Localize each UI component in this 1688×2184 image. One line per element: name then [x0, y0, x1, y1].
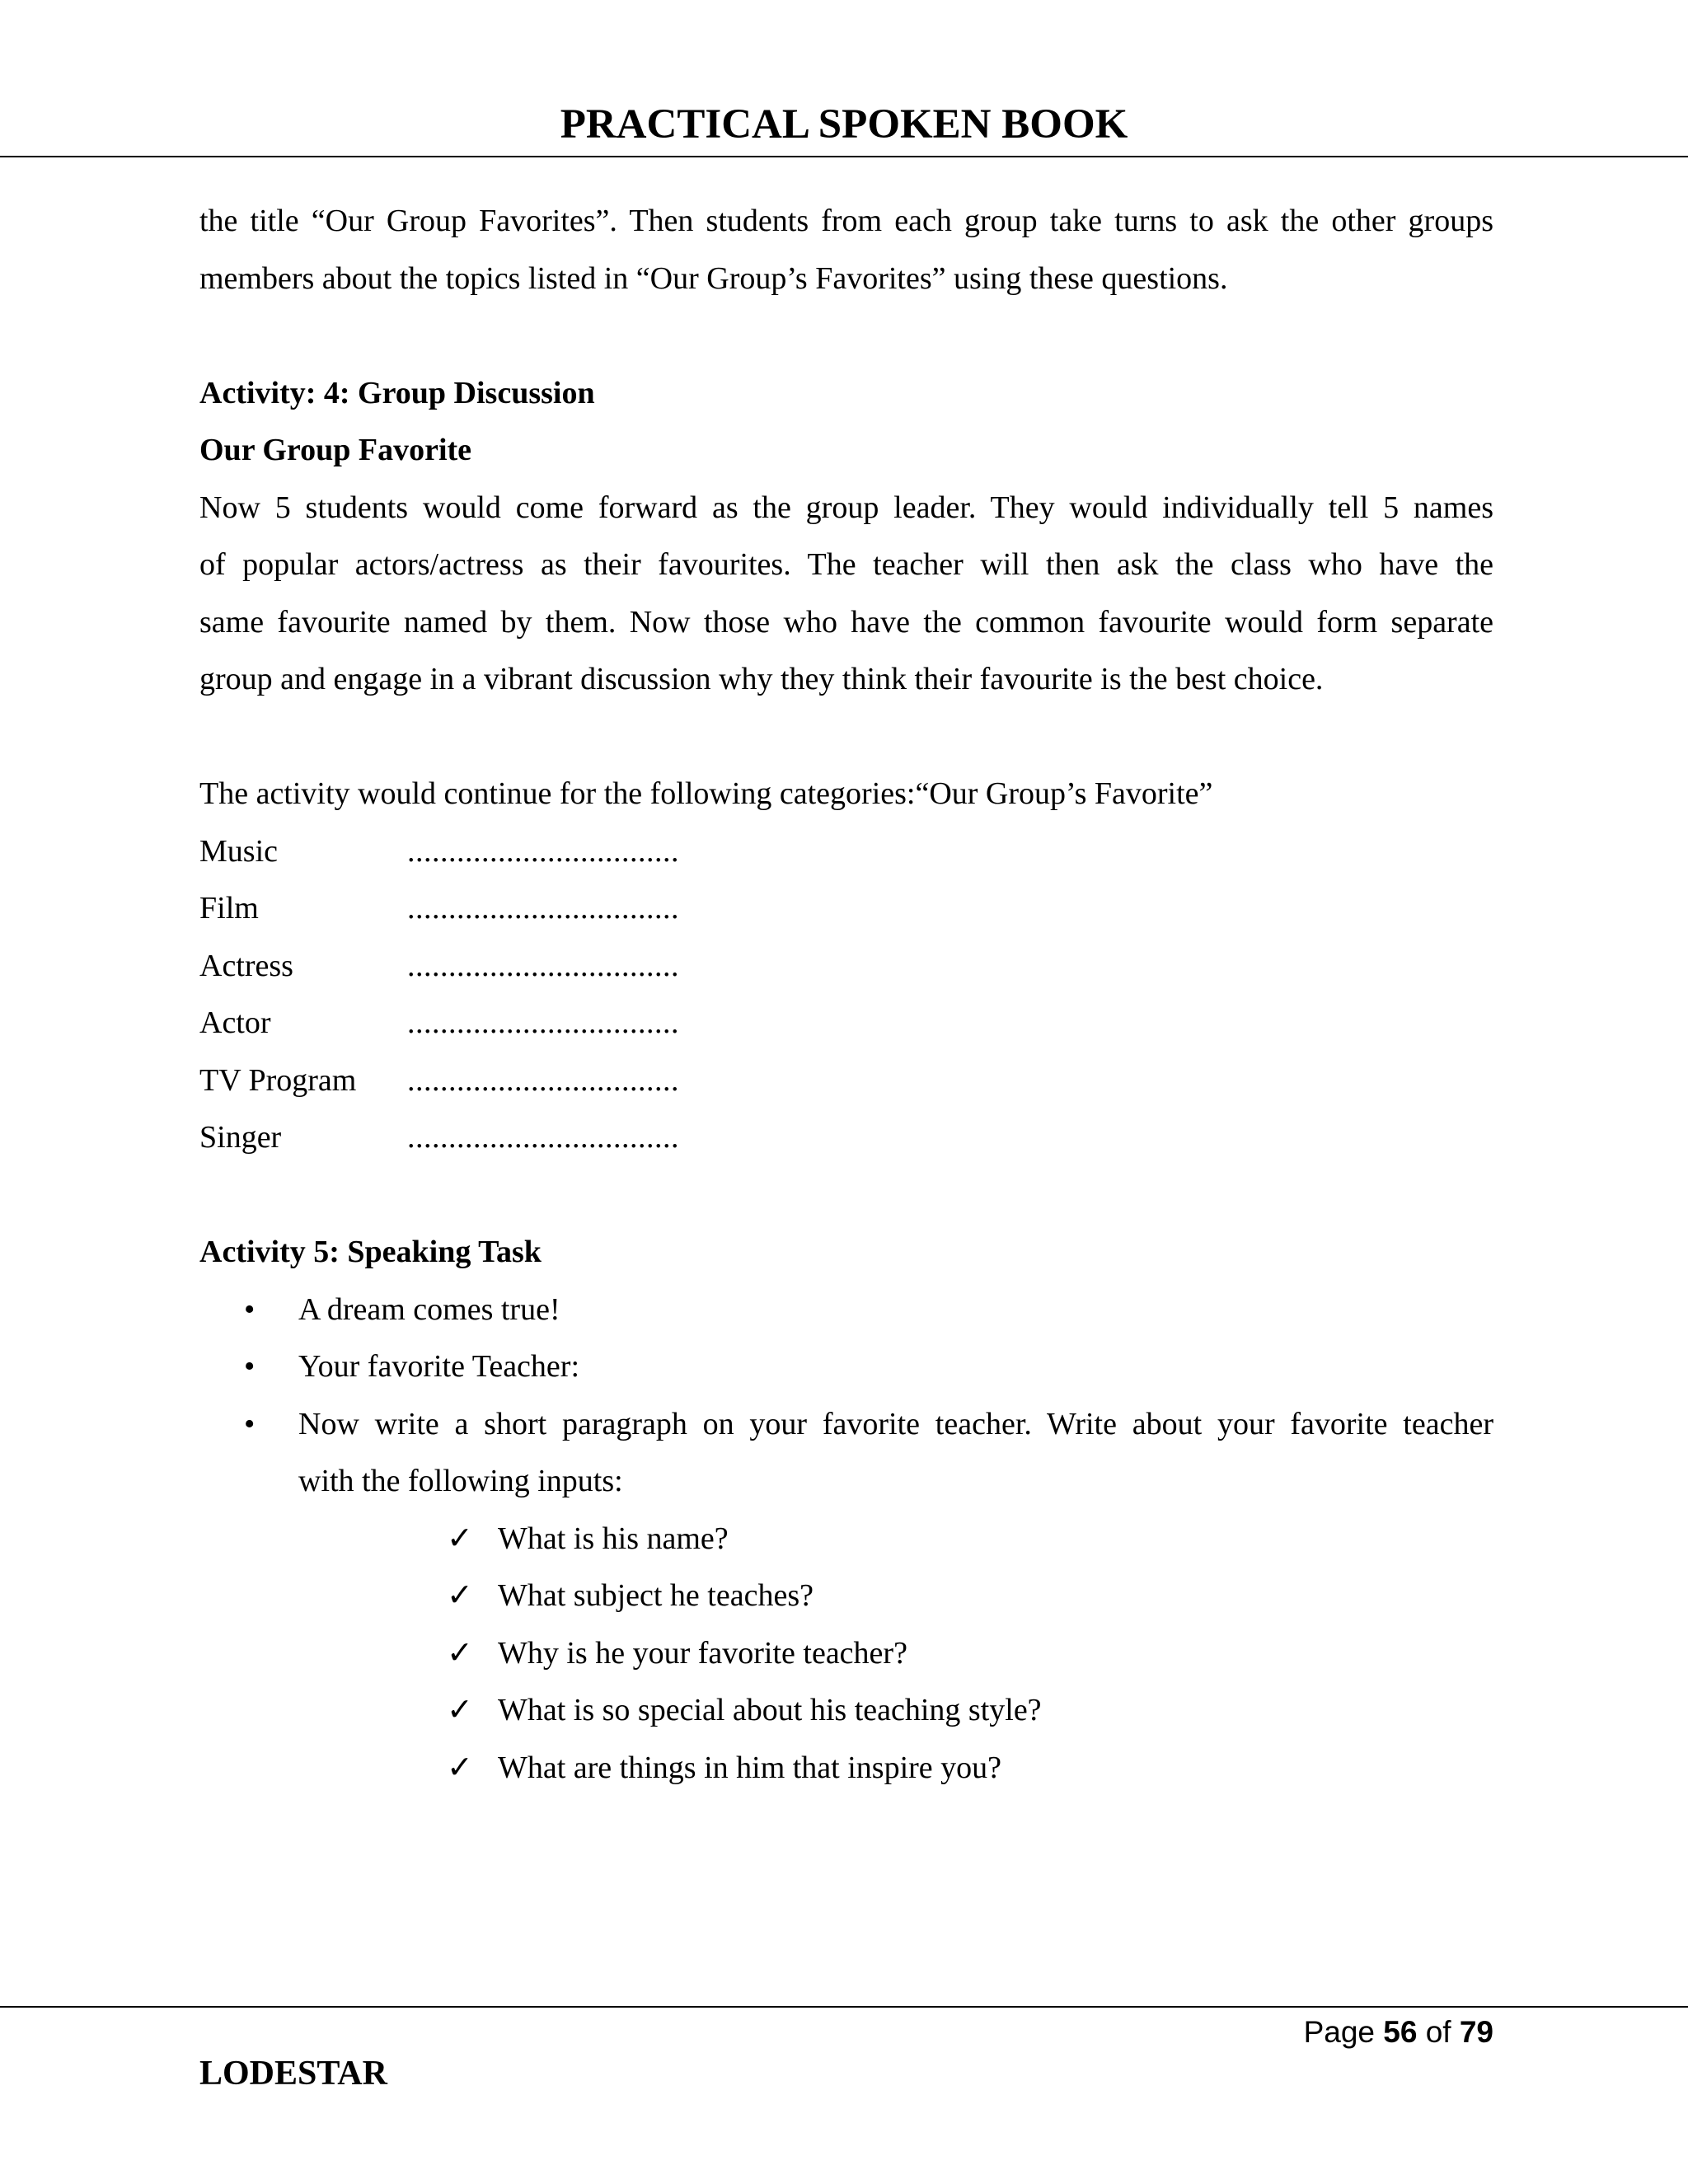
page-prefix: Page [1303, 2015, 1375, 2049]
checklist-item-text: What are things in him that inspire you? [498, 1750, 1002, 1785]
category-blank: ................................. [407, 891, 679, 926]
speaking-task-list [199, 1282, 1493, 1511]
checkmark-icon: ✓ [447, 1750, 473, 1785]
checklist-item [199, 1511, 1493, 1568]
category-label: Actress [199, 948, 293, 983]
list-item [199, 1282, 1493, 1339]
intro-line-1: the title “Our Group Favorites”. Then students from each group take turns to ask the other groups [199, 204, 1493, 238]
category-label: Actor [199, 1005, 271, 1040]
category-blank: ................................. [407, 1120, 679, 1155]
categories-intro: The activity would continue for the following categories:“Our Group’s Favorite” [199, 776, 1213, 811]
category-label: Music [199, 833, 278, 869]
category-row-singer [199, 1109, 1493, 1167]
page-of: of [1425, 2015, 1451, 2049]
category-row-tv-program [199, 1052, 1493, 1110]
category-row-actor [199, 995, 1493, 1052]
category-label: TV Program [199, 1062, 357, 1098]
checklist-item-text: What subject he teaches? [498, 1578, 814, 1613]
list-item [199, 1338, 1493, 1396]
page-content [199, 193, 1493, 1797]
category-blank: ................................. [407, 833, 679, 869]
checkmark-icon: ✓ [447, 1635, 473, 1671]
checklist-item-text: Why is he your favorite teacher? [498, 1635, 907, 1671]
activity-5-heading: Activity 5: Speaking Task [199, 1235, 542, 1269]
category-row-music [199, 823, 1493, 881]
activity-4-line-4: group and engage in a vibrant discussion why they think their favourite is the best choice. [199, 662, 1324, 696]
activity-4-line-2: of popular actors/actress as their favourites. The teacher will then ask the class who have the [199, 547, 1493, 582]
activity-4-heading: Activity: 4: Group Discussion [199, 375, 595, 410]
footer-brand: LODESTAR [199, 2055, 387, 2093]
checkmark-icon: ✓ [447, 1521, 473, 1556]
checkmark-icon: ✓ [447, 1693, 473, 1727]
list-item-text: A dream comes true! [298, 1291, 560, 1327]
category-label: Singer [199, 1120, 282, 1155]
page-header-title: PRACTICAL SPOKEN BOOK [560, 101, 1128, 148]
checklist-item [199, 1682, 1493, 1740]
checklist-item-text: What is his name? [498, 1521, 729, 1556]
question-checklist [199, 1511, 1493, 1797]
bullet-icon: • [244, 1291, 256, 1327]
list-item [199, 1396, 1493, 1511]
list-item-text-line-1: Now write a short paragraph on your favorite teacher. Write about your favorite teacher [298, 1406, 1493, 1441]
category-blank: ................................. [407, 1005, 679, 1040]
checklist-item-text: What is so special about his teaching style? [498, 1693, 1042, 1727]
category-label: Film [199, 891, 259, 926]
total-pages: 79 [1459, 2015, 1493, 2049]
list-item-text-line-2: with the following inputs: [298, 1464, 623, 1498]
bullet-icon: • [244, 1406, 256, 1441]
category-row-film [199, 880, 1493, 938]
category-blank: ................................. [407, 948, 679, 983]
checklist-item [199, 1625, 1493, 1683]
category-blank: ................................. [407, 1062, 679, 1098]
bullet-icon: • [244, 1349, 256, 1384]
activity-4-line-3: same favourite named by them. Now those who have the common favourite would form separate [199, 604, 1493, 640]
intro-line-2: members about the topics listed in “Our Group’s Favorites” using these questions. [199, 260, 1228, 296]
header-divider [0, 156, 1688, 157]
checklist-item [199, 1740, 1493, 1797]
list-item-text: Your favorite Teacher: [298, 1349, 579, 1384]
activity-4-subheading: Our Group Favorite [199, 433, 472, 467]
category-row-actress [199, 938, 1493, 996]
activity-4-line-1: Now 5 students would come forward as the group leader. They would individually tell 5 names [199, 490, 1493, 525]
checklist-item [199, 1568, 1493, 1625]
page-number [1304, 2008, 1493, 2057]
current-page: 56 [1383, 2015, 1418, 2049]
checkmark-icon: ✓ [447, 1578, 473, 1613]
